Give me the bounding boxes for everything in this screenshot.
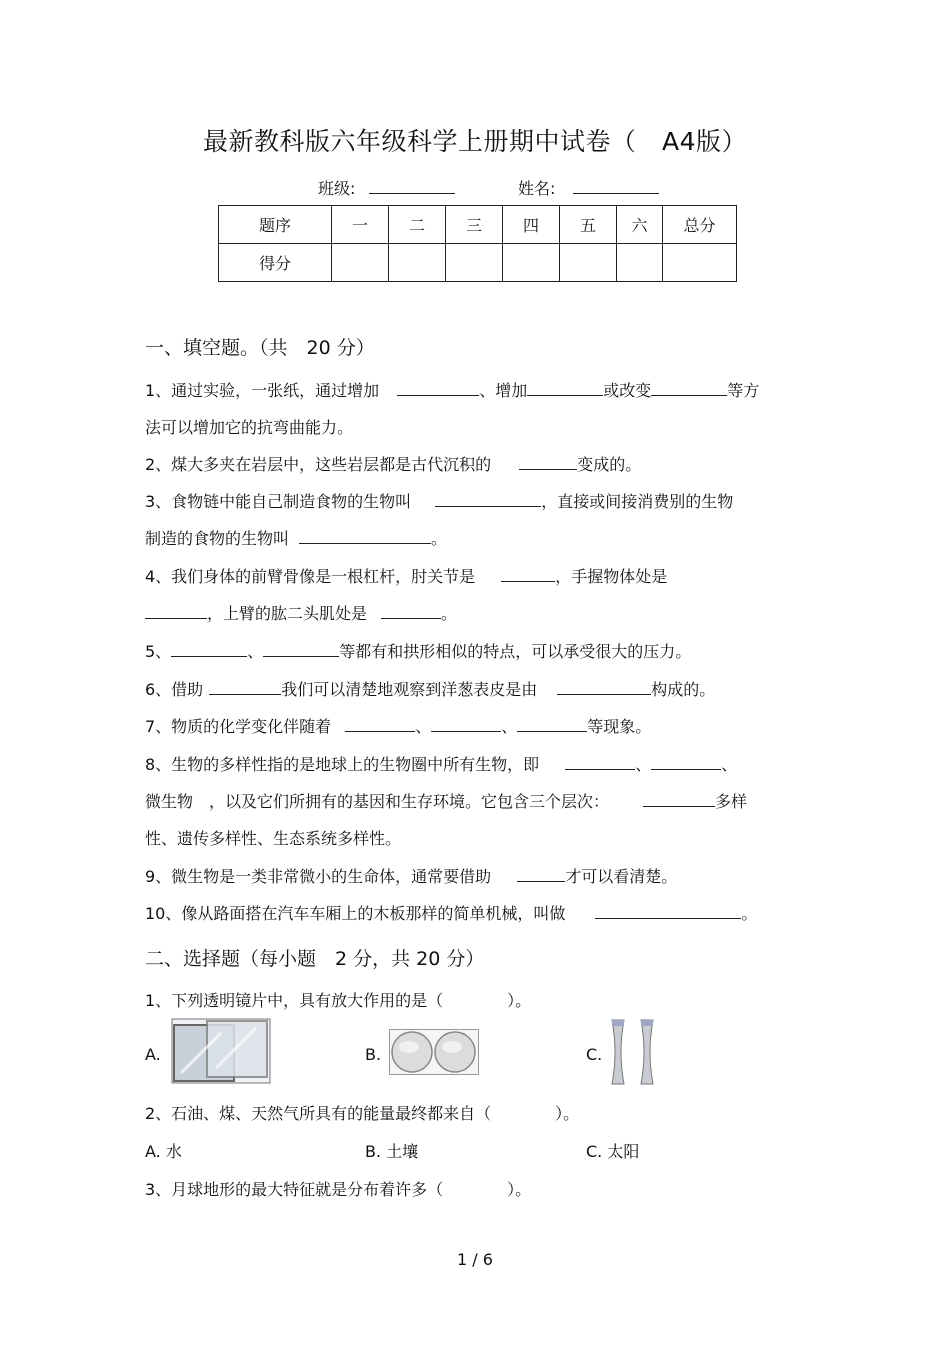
question-1 bbox=[145, 378, 759, 401]
question-8-cont bbox=[145, 789, 747, 812]
answer-blank[interactable] bbox=[501, 567, 555, 582]
q4-text: 。 bbox=[441, 604, 458, 623]
header-cell: 二 bbox=[389, 206, 446, 244]
q1-text: 等方 bbox=[727, 381, 760, 400]
q1-text: 1、通过实验，一张纸，通过增加 bbox=[145, 381, 380, 400]
class-field bbox=[318, 176, 455, 199]
q4-text: ，手握物体处是 bbox=[555, 567, 668, 586]
score-cell[interactable] bbox=[389, 244, 446, 282]
q5-text: 5、 bbox=[145, 642, 172, 661]
q9-text: 9、微生物是一类非常微小的生命体，通常要借助 bbox=[145, 867, 492, 886]
q2-text: 2、煤大多夹在岩层中，这些岩层都是古代沉积的 bbox=[145, 455, 492, 474]
q3-text: 3、食物链中能自己制造食物的生物叫 bbox=[145, 492, 412, 511]
q10-text: 10、像从路面搭在汽车车厢上的木板那样的简单机械，叫做 bbox=[145, 904, 566, 923]
answer-blank[interactable] bbox=[517, 717, 587, 732]
page-title: 最新教科版六年级科学上册期中试卷（ A4版） bbox=[202, 127, 747, 156]
q8-text: 8、生物的多样性指的是地球上的生物圈中所有生物，即 bbox=[145, 755, 540, 774]
q2-option-b[interactable]: B. 土壤 bbox=[365, 1142, 419, 1161]
question-5 bbox=[145, 639, 691, 662]
q8-text: 多样 bbox=[715, 792, 748, 811]
score-table bbox=[218, 205, 737, 282]
q6-text: 6、借助 bbox=[145, 680, 204, 699]
q8-text: 、 bbox=[635, 755, 652, 774]
answer-blank[interactable] bbox=[171, 642, 247, 657]
answer-blank[interactable] bbox=[145, 604, 207, 619]
score-cell[interactable] bbox=[663, 244, 737, 282]
option-a-label[interactable]: A. bbox=[145, 1045, 161, 1064]
concave-lens-image bbox=[609, 1018, 659, 1090]
name-field bbox=[518, 176, 659, 199]
score-cell[interactable] bbox=[560, 244, 617, 282]
choice-question-1: 1、下列透明镜片中，具有放大作用的是（ ）。 bbox=[145, 991, 532, 1010]
option-c-label[interactable]: C. bbox=[586, 1045, 603, 1064]
question-7 bbox=[145, 714, 651, 737]
q6-text: 构成的。 bbox=[651, 680, 716, 699]
answer-blank[interactable] bbox=[643, 792, 715, 807]
header-cell: 六 bbox=[617, 206, 663, 244]
q7-text: 、 bbox=[501, 717, 518, 736]
convex-lens-image bbox=[389, 1029, 479, 1079]
score-row-label: 得分 bbox=[219, 244, 332, 282]
q8-text: 、 bbox=[721, 755, 738, 774]
question-3-cont bbox=[145, 526, 447, 549]
question-3 bbox=[145, 489, 733, 512]
question-2 bbox=[145, 452, 641, 475]
score-cell[interactable] bbox=[446, 244, 503, 282]
score-table-score-row bbox=[219, 244, 737, 282]
page-number: 1 / 6 bbox=[457, 1250, 493, 1269]
question-6 bbox=[145, 677, 715, 700]
question-4-cont bbox=[145, 601, 457, 624]
q5-text: 等都有和拱形相似的特点，可以承受很大的压力。 bbox=[339, 642, 692, 661]
q8-text: 微生物 ，以及它们所拥有的基因和生存环境。它包含三个层次： bbox=[145, 792, 610, 811]
q5-text: 、 bbox=[247, 642, 264, 661]
q2-text: 变成的。 bbox=[577, 455, 642, 474]
answer-blank[interactable] bbox=[519, 455, 577, 470]
q1-text: 或改变 bbox=[603, 381, 652, 400]
q7-text: 、 bbox=[415, 717, 432, 736]
answer-blank[interactable] bbox=[345, 717, 415, 732]
score-cell[interactable] bbox=[332, 244, 389, 282]
section2-heading: 二、选择题（每小题 2 分，共 20 分） bbox=[145, 948, 485, 970]
q6-text: 我们可以清楚地观察到洋葱表皮是由 bbox=[281, 680, 538, 699]
answer-blank[interactable] bbox=[595, 904, 741, 919]
question-4 bbox=[145, 564, 667, 587]
question-9 bbox=[145, 864, 677, 887]
choice-question-3: 3、月球地形的最大特征就是分布着许多（ ）。 bbox=[145, 1180, 532, 1199]
score-table-header-row bbox=[219, 206, 737, 244]
section1-heading: 一、填空题。（共 20 分） bbox=[145, 337, 375, 359]
answer-blank[interactable] bbox=[299, 529, 431, 544]
answer-blank[interactable] bbox=[565, 755, 635, 770]
answer-blank[interactable] bbox=[651, 381, 727, 396]
q2-option-c[interactable]: C. 太阳 bbox=[586, 1142, 640, 1161]
question-1-cont: 法可以增加它的抗弯曲能力。 bbox=[145, 418, 354, 437]
question-8-cont2: 性、遗传多样性、生态系统多样性。 bbox=[145, 829, 402, 848]
flat-glass-lens-image bbox=[171, 1018, 271, 1088]
answer-blank[interactable] bbox=[435, 492, 541, 507]
q3-text: 制造的食物的生物叫 bbox=[145, 529, 290, 548]
q7-text: 等现象。 bbox=[587, 717, 652, 736]
answer-blank[interactable] bbox=[651, 755, 721, 770]
option-b-label[interactable]: B. bbox=[365, 1045, 382, 1064]
answer-blank[interactable] bbox=[431, 717, 501, 732]
q7-text: 7、物质的化学变化伴随着 bbox=[145, 717, 332, 736]
score-cell[interactable] bbox=[617, 244, 663, 282]
header-cell: 四 bbox=[503, 206, 560, 244]
name-blank[interactable] bbox=[573, 179, 659, 194]
answer-blank[interactable] bbox=[557, 680, 651, 695]
choice-question-2: 2、石油、煤、天然气所具有的能量最终都来自（ ）。 bbox=[145, 1104, 580, 1123]
header-cell: 总分 bbox=[663, 206, 737, 244]
answer-blank[interactable] bbox=[397, 381, 479, 396]
q3-text: 。 bbox=[431, 529, 448, 548]
score-cell[interactable] bbox=[503, 244, 560, 282]
header-cell: 一 bbox=[332, 206, 389, 244]
answer-blank[interactable] bbox=[517, 867, 565, 882]
q10-text: 。 bbox=[741, 904, 758, 923]
q3-text: ，直接或间接消费别的生物 bbox=[541, 492, 734, 511]
question-10 bbox=[145, 901, 757, 924]
header-cell: 五 bbox=[560, 206, 617, 244]
name-label: 姓名: bbox=[518, 179, 556, 198]
q2-option-a[interactable]: A. 水 bbox=[145, 1142, 182, 1161]
answer-blank[interactable] bbox=[209, 680, 281, 695]
header-cell: 三 bbox=[446, 206, 503, 244]
answer-blank[interactable] bbox=[381, 604, 441, 619]
q1-text: 、增加 bbox=[479, 381, 528, 400]
q4-text: ，上臂的肱二头肌处是 bbox=[207, 604, 368, 623]
header-cell: 题序 bbox=[219, 206, 332, 244]
q4-text: 4、我们身体的前臂骨像是一根杠杆，肘关节是 bbox=[145, 567, 476, 586]
answer-blank[interactable] bbox=[527, 381, 603, 396]
class-label: 班级: bbox=[318, 179, 356, 198]
class-blank[interactable] bbox=[369, 179, 455, 194]
question-8 bbox=[145, 752, 737, 775]
q9-text: 才可以看清楚。 bbox=[565, 867, 678, 886]
answer-blank[interactable] bbox=[263, 642, 339, 657]
